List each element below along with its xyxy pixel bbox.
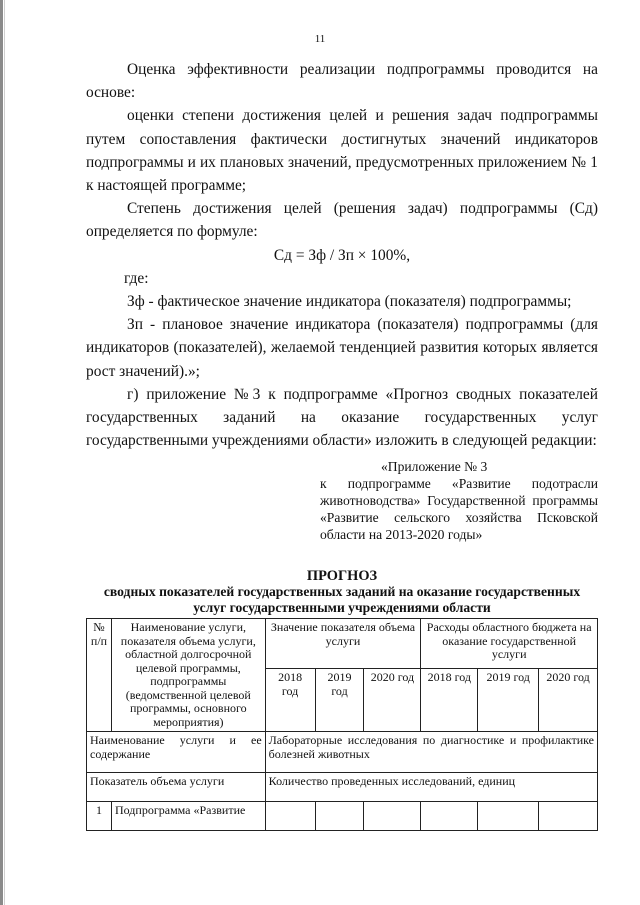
year-cell: 2018 год bbox=[265, 669, 315, 732]
table-row bbox=[87, 802, 598, 831]
table-header-row bbox=[87, 619, 598, 669]
document-subtitle: сводных показателей государственных заданий на оказание государственных услуг государственными учреждениями области bbox=[103, 584, 581, 616]
data-cell bbox=[315, 802, 364, 831]
header-service-name: Наименование услуги, показателя объема услуги, областной долгосрочной целевой программы, подпрограммы (ведомственной целевой программы, основного мероприятия) bbox=[111, 619, 265, 732]
forecast-table bbox=[86, 618, 598, 831]
table-row bbox=[87, 773, 598, 802]
paragraph-degree-definition: Степень достижения целей (решения задач) подпрограммы (Сд) определяется по формуле: bbox=[86, 200, 598, 241]
appendix-reference bbox=[320, 458, 598, 543]
data-cell bbox=[478, 802, 539, 831]
data-cell bbox=[364, 802, 421, 831]
page-edge-shadow bbox=[4, 0, 5, 905]
header-budget-expenses: Расходы областного бюджета на оказание государственной услуги bbox=[421, 619, 598, 669]
formula: Сд = Зф / Зп × 100%, bbox=[273, 246, 411, 264]
data-cell bbox=[265, 802, 315, 831]
indicator-value: Количество проведенных исследований, единиц bbox=[265, 773, 597, 802]
year-cell: 2019 год bbox=[315, 669, 364, 732]
appendix-number: «Приложение № 3 bbox=[381, 459, 488, 475]
data-cell bbox=[421, 802, 478, 831]
paragraph-planned-value: Зп - плановое значение индикатора (показателя) подпрограммы (для индикаторов (показателей), желаемой тенденцией развития которых является рост значений).»; bbox=[86, 316, 598, 380]
document-title: ПРОГНОЗ bbox=[306, 568, 378, 585]
service-value: Лабораторные исследования по диагностике и профилактике болезней животных bbox=[265, 732, 597, 773]
paragraph-goal-assessment: оценки степени достижения целей и решения задач подпрограммы путем сопоставления фактически достигнутых значений индикаторов подпрограммы и их плановых значений, предусмотренных приложением № 1 к настоящей программе; bbox=[86, 107, 598, 195]
indicator-label: Показатель объема услуги bbox=[87, 773, 266, 802]
header-number: № п/п bbox=[87, 619, 112, 732]
year-cell: 2020 год bbox=[364, 669, 421, 732]
year-cell: 2018 год bbox=[421, 669, 478, 732]
data-cell bbox=[539, 802, 598, 831]
row-name: Подпрограмма «Развитие bbox=[111, 802, 265, 831]
header-indicator-value: Значение показателя объема услуги bbox=[265, 619, 421, 669]
document-body bbox=[86, 58, 598, 831]
row-number: 1 bbox=[87, 802, 112, 831]
year-cell: 2020 год bbox=[539, 669, 598, 732]
paragraph-evaluation-basis: Оценка эффективности реализации подпрограммы проводится на основе: bbox=[86, 61, 598, 102]
year-cell: 2019 год bbox=[478, 669, 539, 732]
page-number: 11 bbox=[314, 33, 326, 45]
service-label: Наименование услуги и ее содержание bbox=[87, 732, 266, 773]
paragraph-actual-value: Зф - фактическое значение индикатора (показателя) подпрограммы; bbox=[127, 293, 572, 311]
paragraph-where: где: bbox=[124, 269, 149, 287]
page-edge bbox=[0, 0, 3, 905]
table-row bbox=[87, 732, 598, 773]
paragraph-appendix-change: г) приложение №3 к подпрограмме «Прогноз сводных показателей государственных заданий на оказание государственных услуг государственными учреждениями области» изложить в следующей редакции: bbox=[86, 385, 598, 450]
appendix-subprogram: к подпрограмме «Развитие подотрасли животноводства» Государственной программы «Развитие сельского хозяйства Псковской области на 2013-2020 годы» bbox=[320, 476, 598, 543]
